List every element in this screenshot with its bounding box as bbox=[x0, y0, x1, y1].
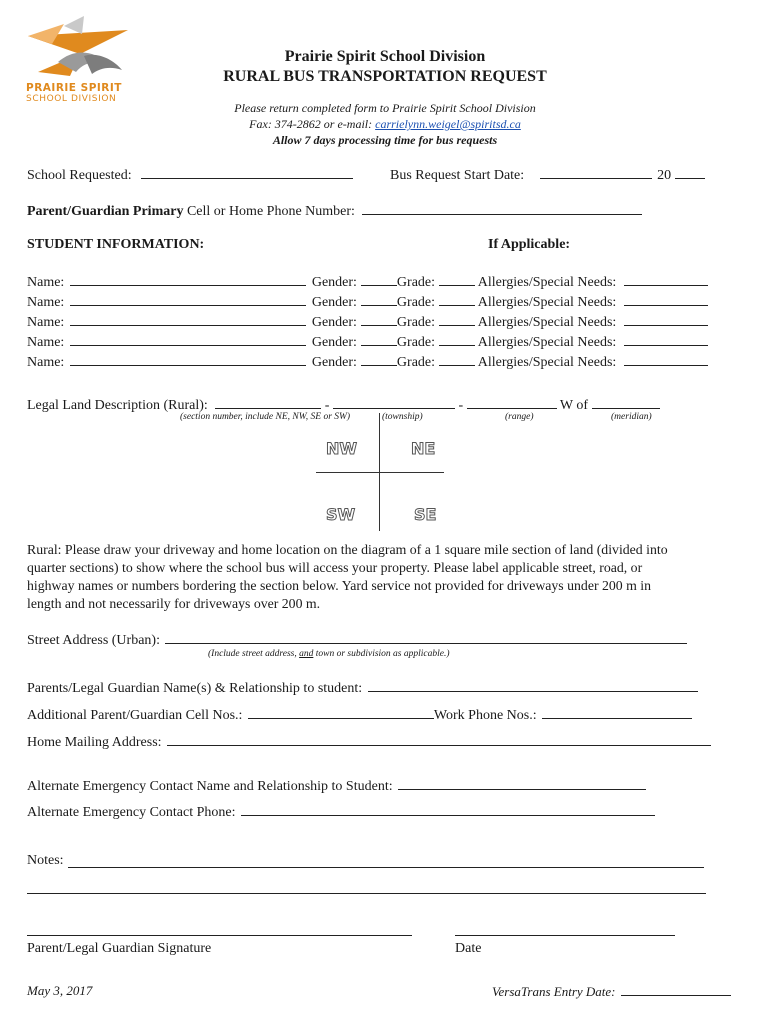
guardian-names-field[interactable] bbox=[368, 679, 698, 692]
cell-nos-label: Additional Parent/Guardian Cell Nos.: bbox=[27, 708, 243, 723]
work-nos-field[interactable] bbox=[542, 706, 692, 719]
meridian-field[interactable] bbox=[592, 396, 660, 409]
rural-line-1: Rural: Please draw your driveway and home location on the diagram of a 1 square mile section of land (divided into bbox=[27, 542, 668, 557]
grid-horizontal-divider bbox=[316, 472, 444, 473]
alt-phone-field[interactable] bbox=[241, 803, 655, 816]
hint-meridian: (meridian) bbox=[611, 412, 652, 422]
name-label: Name: bbox=[27, 275, 65, 290]
street-address-row bbox=[27, 631, 687, 649]
grade-field[interactable] bbox=[439, 273, 475, 286]
mailing-field[interactable] bbox=[167, 733, 711, 746]
student-name-field[interactable] bbox=[70, 293, 306, 306]
bus-start-row bbox=[390, 166, 705, 184]
w-of-label: W of bbox=[559, 398, 588, 413]
gender-field[interactable] bbox=[361, 293, 397, 306]
phone-label-rest: Cell or Home Phone Number: bbox=[183, 204, 355, 219]
footer-date: May 3, 2017 bbox=[27, 983, 93, 998]
gender-label: Gender: bbox=[311, 295, 357, 310]
logo-text-line1: PRAIRIE SPIRIT bbox=[26, 82, 122, 94]
allergies-field[interactable] bbox=[624, 293, 708, 306]
street-address-label: Street Address (Urban): bbox=[27, 633, 160, 648]
grade-label: Grade: bbox=[396, 355, 436, 370]
grade-field[interactable] bbox=[439, 313, 475, 326]
bus-start-year-field[interactable] bbox=[675, 166, 705, 179]
allergies-label: Allergies/Special Needs: bbox=[477, 275, 617, 290]
fax-text: Fax: 374-2862 or e-mail: bbox=[249, 117, 376, 131]
guardian-names-row bbox=[27, 679, 698, 697]
gender-label: Gender: bbox=[311, 315, 357, 330]
rural-line-3: highway names or numbers bordering the section below. Yard service not provided for driveways under 200 m in bbox=[27, 578, 652, 593]
allergies-label: Allergies/Special Needs: bbox=[477, 315, 617, 330]
name-label: Name: bbox=[27, 335, 65, 350]
alt-phone-row bbox=[27, 803, 655, 821]
date-label: Date bbox=[455, 941, 482, 956]
bus-start-date-field[interactable] bbox=[540, 166, 652, 179]
grade-label: Grade: bbox=[396, 315, 436, 330]
street-hint-pre: (Include street address, bbox=[208, 649, 300, 659]
alt-contact-row bbox=[27, 777, 646, 795]
school-requested-field[interactable] bbox=[141, 166, 353, 179]
signature-line[interactable] bbox=[27, 935, 412, 936]
hint-section: (section number, include NE, NW, SE or SW) bbox=[180, 412, 351, 422]
processing-note: Allow 7 days processing time for bus requests bbox=[272, 133, 498, 147]
school-requested-row bbox=[27, 166, 353, 184]
return-instructions: Please return completed form to Prairie Spirit School Division bbox=[234, 101, 536, 115]
quadrant-ne: NE bbox=[411, 439, 436, 458]
student-name-field[interactable] bbox=[70, 273, 306, 286]
hint-township: (township) bbox=[382, 412, 423, 422]
street-address-hint bbox=[208, 649, 450, 659]
grade-field[interactable] bbox=[439, 333, 475, 346]
student-name-field[interactable] bbox=[70, 313, 306, 326]
alt-phone-label: Alternate Emergency Contact Phone: bbox=[27, 805, 236, 820]
cell-nos-field[interactable] bbox=[248, 706, 434, 719]
versatrans-label: VersaTrans Entry Date: bbox=[492, 984, 616, 999]
fax-email-line bbox=[0, 117, 770, 132]
student-row bbox=[27, 313, 708, 331]
student-row bbox=[27, 333, 708, 351]
student-info-heading: STUDENT INFORMATION: bbox=[27, 237, 205, 252]
quadrant-se: SE bbox=[414, 505, 437, 524]
notes-field-line-1[interactable] bbox=[68, 867, 704, 868]
email-link[interactable]: carrielynn.weigel@spiritsd.ca bbox=[375, 117, 521, 131]
logo-text-line2: SCHOOL DIVISION bbox=[26, 94, 117, 104]
land-description-row: Legal Land Description (Rural): - - W of bbox=[27, 396, 660, 414]
grade-label: Grade: bbox=[396, 275, 436, 290]
gender-field[interactable] bbox=[361, 313, 397, 326]
street-hint-post: town or subdivision as applicable.) bbox=[313, 649, 450, 659]
gender-label: Gender: bbox=[311, 335, 357, 350]
alt-contact-field[interactable] bbox=[398, 777, 646, 790]
versatrans-field[interactable] bbox=[621, 983, 731, 996]
rural-line-2: quarter sections) to show where the school bus will access your property. Please label applicable street, road, or bbox=[27, 560, 643, 575]
name-label: Name: bbox=[27, 355, 65, 370]
alt-contact-label: Alternate Emergency Contact Name and Relationship to Student: bbox=[27, 779, 393, 794]
page-title: Prairie Spirit School Division bbox=[284, 48, 486, 65]
grade-field[interactable] bbox=[439, 353, 475, 366]
student-row bbox=[27, 353, 708, 371]
allergies-field[interactable] bbox=[624, 353, 708, 366]
school-requested-label: School Requested: bbox=[27, 168, 132, 183]
township-field[interactable] bbox=[333, 396, 455, 409]
gender-field[interactable] bbox=[361, 353, 397, 366]
student-name-field[interactable] bbox=[70, 353, 306, 366]
bus-start-label: Bus Request Start Date: bbox=[390, 168, 525, 183]
land-label: Legal Land Description (Rural): bbox=[27, 398, 208, 413]
work-nos-label: Work Phone Nos.: bbox=[433, 708, 537, 723]
quadrant-sw: SW bbox=[326, 505, 356, 524]
phone-row bbox=[27, 202, 642, 220]
allergies-label: Allergies/Special Needs: bbox=[477, 335, 617, 350]
mailing-row bbox=[27, 733, 711, 751]
grade-field[interactable] bbox=[439, 293, 475, 306]
signature-label: Parent/Legal Guardian Signature bbox=[27, 941, 212, 956]
mailing-label: Home Mailing Address: bbox=[27, 735, 162, 750]
notes-field-line-2[interactable] bbox=[27, 893, 706, 894]
allergies-field[interactable] bbox=[624, 313, 708, 326]
gender-field[interactable] bbox=[361, 273, 397, 286]
cell-nos-row bbox=[27, 706, 692, 724]
rural-line-4: length and not necessarily for driveways over 200 m. bbox=[27, 596, 321, 611]
street-address-field[interactable] bbox=[165, 631, 687, 644]
year-prefix: 20 bbox=[657, 168, 672, 183]
grade-label: Grade: bbox=[396, 335, 436, 350]
quadrant-nw: NW bbox=[326, 439, 358, 458]
allergies-field[interactable] bbox=[624, 273, 708, 286]
street-hint-and: and bbox=[299, 649, 314, 659]
hint-range: (range) bbox=[505, 412, 534, 422]
gender-field[interactable] bbox=[361, 333, 397, 346]
phone-field[interactable] bbox=[362, 202, 642, 215]
range-field[interactable] bbox=[467, 396, 557, 409]
allergies-field[interactable] bbox=[624, 333, 708, 346]
allergies-label: Allergies/Special Needs: bbox=[477, 295, 617, 310]
name-label: Name: bbox=[27, 315, 65, 330]
student-row bbox=[27, 273, 708, 291]
phone-label-bold: Parent/Guardian Primary bbox=[27, 204, 184, 219]
land-section-diagram[interactable] bbox=[316, 413, 444, 531]
student-name-field[interactable] bbox=[70, 333, 306, 346]
student-row bbox=[27, 293, 708, 311]
guardian-names-label: Parents/Legal Guardian Name(s) & Relationship to student: bbox=[27, 681, 363, 696]
notes-label: Notes: bbox=[27, 853, 64, 868]
grade-label: Grade: bbox=[396, 295, 436, 310]
gender-label: Gender: bbox=[311, 275, 357, 290]
allergies-label: Allergies/Special Needs: bbox=[477, 355, 617, 370]
gender-label: Gender: bbox=[311, 355, 357, 370]
name-label: Name: bbox=[27, 295, 65, 310]
section-field[interactable] bbox=[215, 396, 321, 409]
page-subtitle: RURAL BUS TRANSPORTATION REQUEST bbox=[223, 68, 547, 85]
if-applicable-heading: If Applicable: bbox=[488, 237, 571, 252]
date-line[interactable] bbox=[455, 935, 675, 936]
versatrans-row bbox=[492, 983, 731, 1000]
